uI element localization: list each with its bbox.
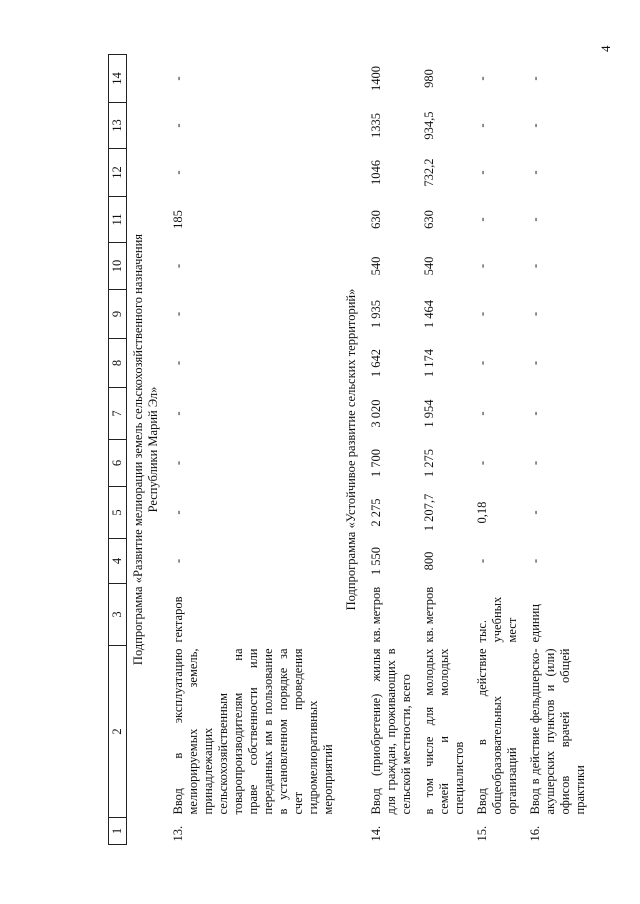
- value-cell: -: [171, 311, 185, 317]
- col-header: 12: [109, 149, 127, 197]
- page-number: 4: [598, 45, 613, 52]
- value-cell: -: [528, 360, 542, 366]
- rotated-table-wrapper: [108, 55, 628, 845]
- value-cell: 630: [422, 210, 436, 229]
- value-cell: -: [528, 460, 542, 466]
- value-cell: 1 174: [422, 348, 436, 378]
- col-header: 6: [109, 440, 127, 487]
- col-header: 9: [109, 290, 127, 339]
- value-cell: -: [528, 217, 542, 222]
- value-cell: -: [475, 311, 489, 317]
- value-cell: -: [171, 123, 185, 128]
- value-cell: -: [528, 558, 542, 564]
- value-cell: 1 700: [369, 448, 383, 478]
- indicator-name: Ввод (приобретение) жилья для граждан, проживающих в сельской местности, всего: [369, 648, 413, 815]
- unit: гектаров: [171, 596, 185, 643]
- value-cell: -: [475, 217, 489, 222]
- value-cell: 0,18: [475, 501, 489, 524]
- value-cell: -: [528, 311, 542, 317]
- row-number: 13.: [171, 825, 185, 842]
- col-header: 4: [109, 539, 127, 584]
- value-cell: 1046: [369, 160, 383, 185]
- value-cell: -: [475, 360, 489, 366]
- indicator-name: Ввод в эксплуатацию мелиорируемых земель, принадлежащих сельскохозяйственным товаропроизводителям на праве собственности или переданных им в пользование в установленном порядке за счет проведения гидромелиоративных мероприятий: [171, 648, 335, 815]
- col-header: 7: [109, 388, 127, 440]
- indicators-table: [108, 54, 592, 845]
- value-cell: 1 464: [422, 299, 436, 329]
- col-header: 13: [109, 103, 127, 149]
- value-cell: 540: [422, 256, 436, 276]
- row-number: 14.: [369, 825, 383, 842]
- value-cell: -: [171, 411, 185, 416]
- indicator-name: Ввод в действие фельдшерско-акушерских пунктов и (или) офисов врачей общей практики: [528, 648, 587, 815]
- col-header: 8: [109, 339, 127, 388]
- value-cell: 540: [369, 256, 383, 276]
- col-header: 14: [109, 55, 127, 103]
- indicator-name: Ввод в действие общеобразовательных организаций: [475, 648, 519, 815]
- value-cell: -: [528, 263, 542, 269]
- value-cell: -: [528, 170, 542, 175]
- value-cell: -: [171, 170, 185, 175]
- col-header: 10: [109, 243, 127, 290]
- value-cell: -: [171, 76, 185, 81]
- value-cell: -: [475, 123, 489, 128]
- value-cell: 732,2: [422, 158, 436, 187]
- value-cell: -: [475, 411, 489, 416]
- table-row: [418, 55, 471, 845]
- value-cell: 630: [369, 210, 383, 229]
- col-header: 2: [109, 646, 127, 818]
- unit: единиц: [528, 603, 542, 643]
- col-header: 11: [109, 197, 127, 243]
- value-cell: -: [528, 76, 542, 81]
- subprogram-heading-row: [340, 55, 365, 845]
- value-cell: -: [528, 411, 542, 416]
- col-header: 3: [109, 584, 127, 646]
- table-row: [365, 55, 418, 845]
- value-cell: 1335: [369, 113, 383, 138]
- row-number: 16.: [528, 825, 542, 842]
- row-number: 15.: [475, 825, 489, 842]
- value-cell: -: [171, 558, 185, 564]
- value-cell: 1 207,7: [422, 493, 436, 532]
- value-cell: 1 954: [422, 399, 436, 428]
- value-cell: 1 275: [422, 448, 436, 478]
- unit: кв. метров: [369, 586, 383, 643]
- value-cell: 2 275: [369, 498, 383, 527]
- value-cell: -: [475, 263, 489, 269]
- value-cell: -: [475, 460, 489, 466]
- value-cell: 980: [422, 69, 436, 88]
- value-cell: -: [171, 263, 185, 269]
- value-cell: -: [171, 460, 185, 466]
- value-cell: 934,5: [422, 111, 436, 140]
- indicator-name: в том числе для молодых семей и молодых специалистов: [422, 648, 466, 815]
- table-row: [471, 55, 524, 845]
- col-header: 5: [109, 487, 127, 539]
- table-row: [167, 55, 340, 845]
- value-cell: 1 550: [369, 546, 383, 576]
- value-cell: -: [528, 510, 542, 515]
- value-cell: 1 642: [369, 348, 383, 378]
- value-cell: -: [528, 123, 542, 128]
- unit: тыс. учебных мест: [475, 596, 519, 643]
- value-cell: 3 020: [369, 399, 383, 428]
- value-cell: 1400: [369, 66, 383, 91]
- value-cell: -: [475, 76, 489, 81]
- value-cell: 185: [171, 210, 185, 229]
- value-cell: -: [171, 510, 185, 515]
- unit: кв. метров: [422, 586, 436, 643]
- row-number: [418, 818, 471, 845]
- subprogram-title: Подпрограмма «Развитие мелиорации земель сельскохозяйственного назначения Республики Марий Эл»: [131, 233, 160, 666]
- subprogram-heading-row: [127, 55, 168, 845]
- col-header: 1: [109, 818, 127, 845]
- table-row: [524, 55, 592, 845]
- value-cell: -: [475, 170, 489, 175]
- value-cell: 800: [422, 551, 436, 571]
- subprogram-title: Подпрограмма «Устойчивое развитие сельских территорий»: [344, 288, 358, 611]
- value-cell: 1 935: [369, 299, 383, 329]
- value-cell: -: [475, 558, 489, 564]
- header-row: [109, 55, 127, 845]
- value-cell: -: [171, 360, 185, 366]
